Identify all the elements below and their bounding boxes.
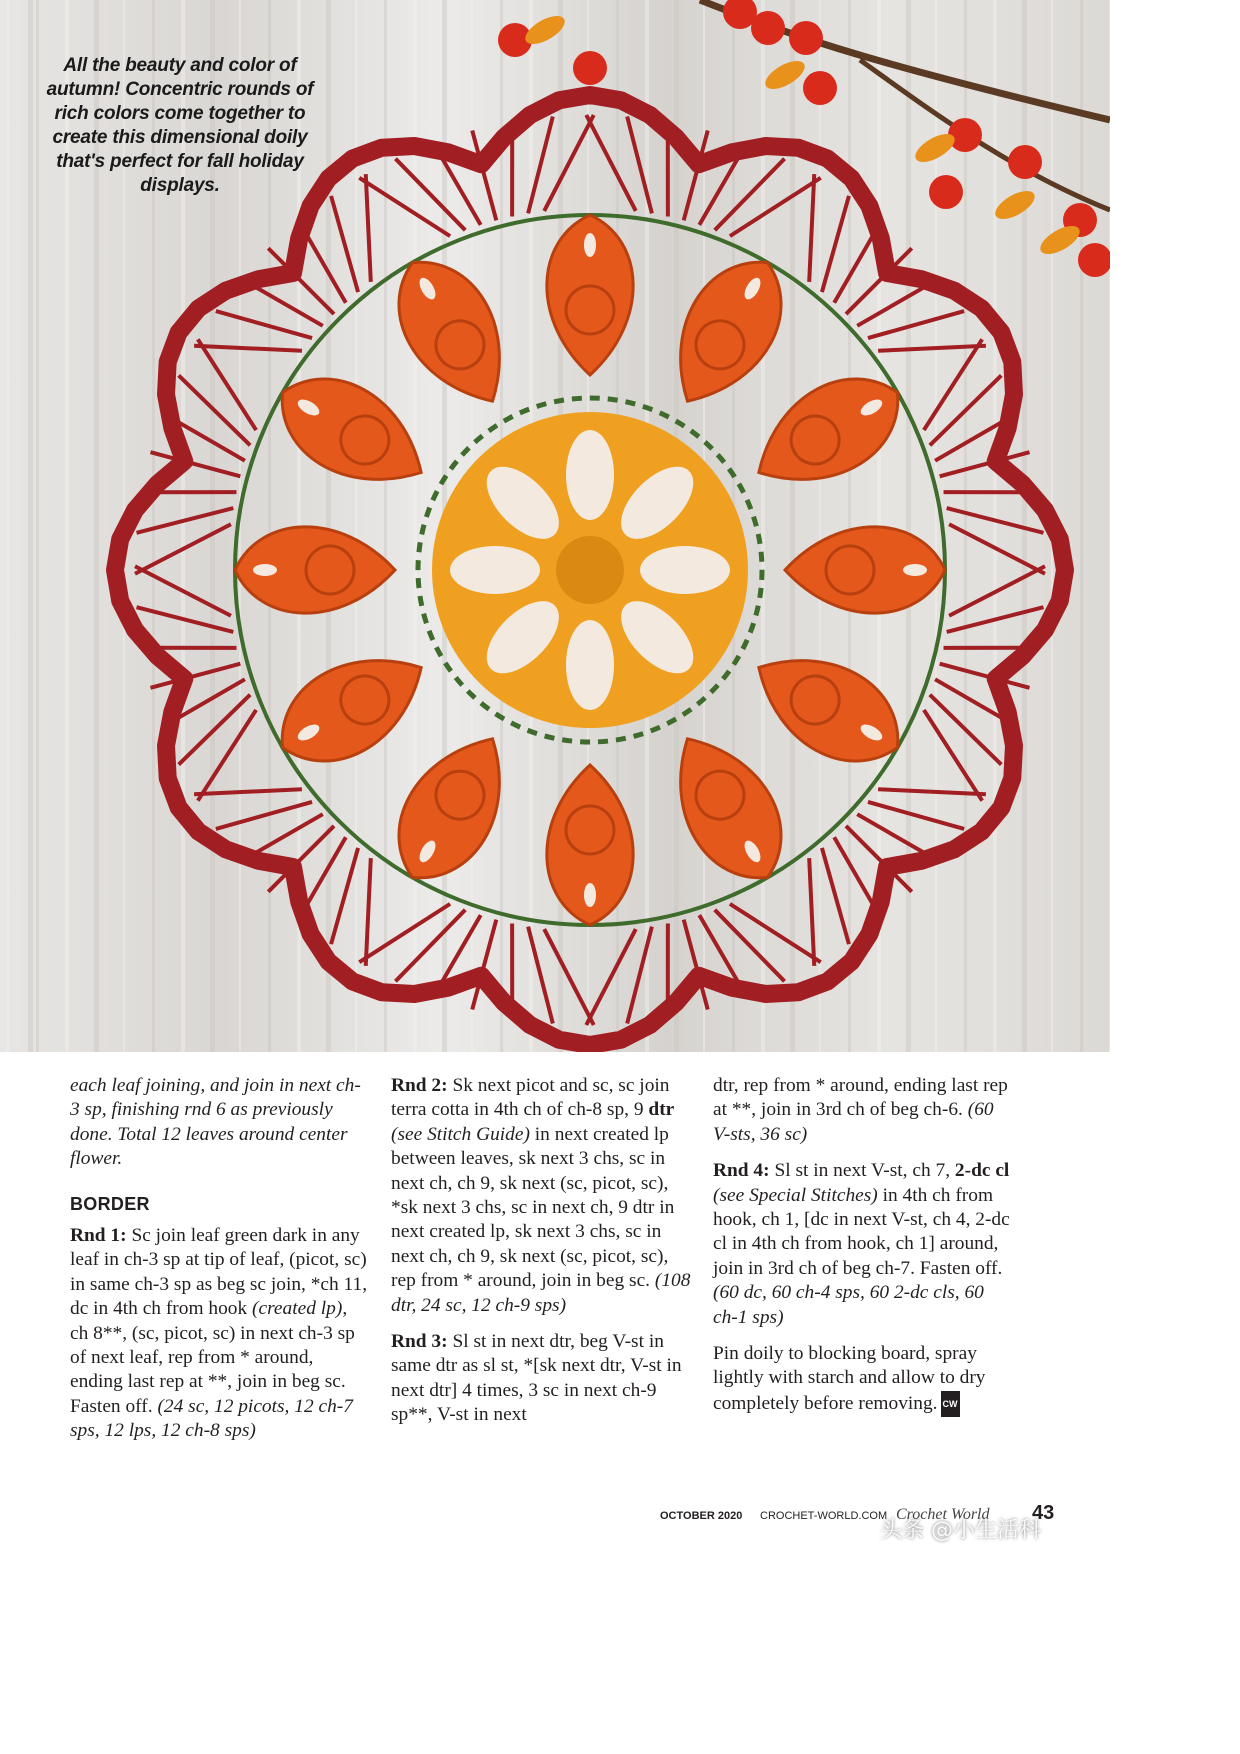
leaf-body [375,241,530,423]
rnd-2-text: Sk next picot and sc, sc join terra cotta in 4th ch of ch-8 sp, 9 [391,1075,670,1121]
rnd-4-counts: (60 dc, 60 ch-4 sps, 60 2-dc cls, 60 ch-1 sps) [713,1282,984,1328]
border-fan-strand [331,196,358,292]
border-fan-strand [878,346,986,351]
border-fan-strand [730,178,821,236]
berry [929,175,963,209]
border-fan-strand [924,339,982,430]
footer-issue-date: OCTOBER 2020 [660,1510,743,1522]
wood-streak [413,0,417,1052]
wood-streak [28,0,33,1052]
border-fan-strand [298,837,345,919]
border-fan-strand [878,789,986,794]
center-petal-opening [566,620,614,710]
end-mark-icon: CW [941,1391,960,1417]
paragraph-rnd-3-cont [713,1074,1013,1147]
border-fan-strand [359,178,450,236]
orange-leaf-motif [235,527,395,613]
berry [789,21,823,55]
border-fan-strand [586,115,636,211]
rnd-3-text: Sl st in next dtr, beg V-st in same dtr as sl st, *[sk next dtr, V-st in next dtr] 4 times, 3 sc in next ch-9 sp**, V-st in next [391,1331,682,1426]
rnd-3-counts: (60 V-sts, 36 sc) [713,1099,994,1145]
paragraph-rnd-4 [713,1159,1013,1330]
center-hub [556,536,624,604]
wood-streak [384,0,387,1052]
wood-streak [7,0,9,1052]
wood-streak [36,0,39,1052]
berry [573,51,607,85]
section-heading-border: BORDER [70,1193,150,1214]
center-petal-opening [640,546,730,594]
rnd-2-label: Rnd 2: [391,1075,448,1096]
leaf-eyelet [253,564,277,576]
page-number: 43 [1032,1502,1055,1524]
border-fan-strand [868,311,964,338]
text-column-2 [391,1074,691,1440]
border-fan-strand [366,174,371,282]
border-fan-strand [359,904,450,962]
orange-leaf [761,55,809,94]
rnd-1-text: Sc join leaf green dark in any leaf in ch-3 sp at tip of leaf, (picot, sc) in same ch-3 sp as beg sc join, *ch 11, dc in 4th ch from hook [70,1225,368,1320]
rnd-4-text: Sl st in next V-st, ch 7, [774,1160,951,1182]
leaf-body [650,717,805,899]
wood-streak [1109,0,1110,1052]
border-fan-strand [544,115,594,211]
border-fan-strand [822,848,849,944]
border-fan-strand [198,710,256,801]
watermark: 头条 @小生活科 [880,1518,1041,1543]
wood-streak [964,0,967,1052]
wood-streak [790,0,795,1052]
wood-streak [906,0,911,1052]
center-petal-opening [566,430,614,520]
leaf-eyelet [584,883,596,907]
leaf-eyelet [903,564,927,576]
orange-leaf [991,185,1039,224]
rnd-2-italic-note: (see Stitch Guide) [391,1123,530,1145]
border-fan-strand [834,221,881,303]
branch-stem [860,60,1110,210]
border-fan-strand [395,910,465,981]
border-fan-strand [822,196,849,292]
border-fan-strand [834,837,881,919]
border-fan-strand [241,278,323,325]
paragraph-leaf-joining: each leaf joining, and join in next ch-3 sp, finishing rnd 6 as previously done. Total 12 leaves around center flower. [70,1075,361,1170]
wood-streak [326,0,331,1052]
rnd-1-counts: (24 sc, 12 picots, 12 ch-7 sps, 12 lps, 12 ch-8 sps) [70,1395,353,1442]
rnd-1-text-2: , ch 8**, (sc, picot, sc) in next ch-3 sp of next leaf, rep from * around, ending last rep at **, join in beg sc. Fasten off. [70,1298,355,1417]
border-fan-strand [241,814,323,861]
finishing-text: Pin doily to blocking board, spray lightly with starch and allow to dry completely before removing. [713,1343,986,1414]
rnd-3-cont-text: dtr, rep from * around, ending last rep at **, join in 3rd ch of beg ch-6. [713,1075,1008,1121]
border-fan-strand [715,910,785,981]
leaf-body [375,717,530,899]
border-fan-strand [366,858,371,966]
paragraph-rnd-2 [391,1074,691,1318]
text-column-1 [70,1074,370,1456]
rnd-4-label: Rnd 4: [713,1160,770,1182]
rnd-2-text-2: in next created lp between leaves, sk next 3 chs, sc in next ch, ch 9, sk next (sc, picot, sc), *sk next 3 chs, sc in next ch, 9 dtr in next created lp, sk next 3 chs, sc in next ch, ch 9, sk next (sc, picot, sc), rep from * around, join in beg sc. [391,1123,675,1292]
leaf-eyelet [584,233,596,257]
paragraph-rnd-1 [70,1224,370,1444]
border-fan-strand [586,929,636,1025]
wood-streak [761,0,765,1052]
border-fan-strand [730,904,821,962]
rnd-2-bold-term: dtr [648,1099,675,1121]
rnd-4-text-2: in 4th ch from hook, ch 1, [dc in next V-st, ch 4, 2-dc cl in 4th ch from hook, ch 1] around, join in 3rd ch of beg ch-7. Fasten off. [713,1184,1010,1279]
wood-streak [848,0,851,1052]
wood-streak [1080,0,1083,1052]
border-fan-strand [809,174,814,282]
border-fan-strand [949,524,1045,574]
border-fan-strand [544,929,594,1025]
footer-magazine-name: Crochet World [896,1506,990,1523]
rnd-4-italic-note: (see Special Stitches) [713,1184,878,1206]
border-fan-strand [331,848,358,944]
orange-leaf-motif [375,241,530,423]
berry [1008,145,1042,179]
border-fan-strand [395,159,465,230]
footer-website: CROCHET-WORLD.COM [760,1510,888,1522]
orange-leaf-motif [650,717,805,899]
paragraph-rnd-3 [391,1330,691,1428]
rnd-1-label: Rnd 1: [70,1225,127,1247]
text-column-3 [713,1074,1013,1429]
wood-streak [993,0,997,1052]
border-fan-strand [924,710,982,801]
border-fan-strand [949,566,1045,616]
paragraph-finishing [713,1342,1013,1417]
rnd-3-label: Rnd 3: [391,1331,448,1353]
rnd-1-italic-note: (created lp) [252,1298,343,1320]
rnd-2-counts: (108 dtr, 24 sc, 12 ch-9 sps) [391,1270,691,1316]
orange-leaf-motif [650,241,805,423]
border-fan-strand [198,339,256,430]
border-fan-strand [715,159,785,230]
border-fan-strand [298,221,345,303]
border-fan-strand [809,858,814,966]
berry [803,71,837,105]
orange-leaf-motif [375,717,530,899]
leaf-body [650,241,805,423]
orange-leaf-motif [785,527,945,613]
border-fan-strand [868,802,964,829]
center-petal-opening [450,546,540,594]
border-fan-strand [857,278,939,325]
doily-center-flower [418,398,762,742]
border-fan-strand [857,814,939,861]
berry [948,118,982,152]
photo-caption: All the beauty and color of autumn! Concentric rounds of rich colors come together to create this dimensional doily that's perfect for fall holiday displays. [46,55,314,196]
rnd-4-bold-term: 2-dc cl [954,1160,1010,1182]
